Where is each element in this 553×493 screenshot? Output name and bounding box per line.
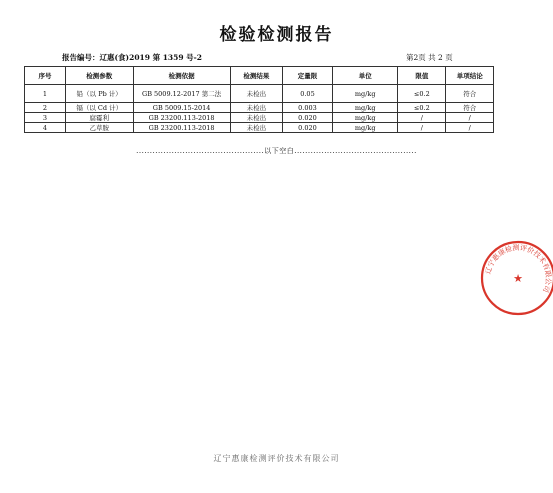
table-cell: 乙草胺	[65, 123, 133, 133]
table-cell: 未检出	[230, 123, 282, 133]
table-cell: ≤0.2	[398, 85, 446, 103]
table-header-row	[25, 67, 494, 85]
report-title: 检验检测报告	[219, 25, 334, 45]
report-number: 报告编号：辽惠(食)2019 第 1359 号-2	[62, 53, 203, 62]
header-cell: 检测参数	[65, 67, 133, 85]
results-table	[24, 66, 494, 133]
page-info: 第2页 共 2 页	[406, 53, 453, 62]
header-cell: 定量限	[282, 67, 332, 85]
table-cell: 0.003	[282, 103, 332, 113]
header-cell: 单位	[333, 67, 398, 85]
table-cell: GB 5009.15-2014	[133, 103, 230, 113]
seal-star-icon: ★	[513, 272, 523, 285]
table-cell: 未检出	[230, 103, 282, 113]
header-cell: 检测结果	[230, 67, 282, 85]
table-cell: ≤0.2	[398, 103, 446, 113]
table-cell: 0.020	[282, 113, 332, 123]
table-cell: /	[398, 113, 446, 123]
table-cell: mg/kg	[333, 103, 398, 113]
table-cell: 2	[25, 103, 66, 113]
table-cell: 镉（以 Cd 计）	[65, 103, 133, 113]
table-cell: 1	[25, 85, 66, 103]
footer-company: 辽宁惠康检测评价技术有限公司	[213, 454, 340, 463]
table-row	[25, 123, 494, 133]
official-seal-stamp	[478, 238, 553, 318]
table-cell: mg/kg	[333, 113, 398, 123]
table-cell: 腐霉利	[65, 113, 133, 123]
table-cell: 铅（以 Pb 计）	[65, 85, 133, 103]
blank-below-marker: ...............................................以下空白.............................................	[136, 147, 417, 155]
table-cell: 3	[25, 113, 66, 123]
table-cell: mg/kg	[333, 85, 398, 103]
table-cell: GB 5009.12-2017 第二法	[133, 85, 230, 103]
table-cell: 符合	[446, 103, 494, 113]
header-cell: 单项结论	[446, 67, 494, 85]
header-cell: 序号	[25, 67, 66, 85]
table-row	[25, 85, 494, 103]
header-cell: 限值	[398, 67, 446, 85]
table-cell: mg/kg	[333, 123, 398, 133]
seal-lettering: 辽宁惠康检测评价技术有限公司	[484, 243, 553, 294]
table-cell: 未检出	[230, 85, 282, 103]
table-cell: 4	[25, 123, 66, 133]
table-cell: GB 23200.113-2018	[133, 113, 230, 123]
table-cell: 未检出	[230, 113, 282, 123]
table-cell: GB 23200.113-2018	[133, 123, 230, 133]
table-cell: /	[398, 123, 446, 133]
table-row	[25, 103, 494, 113]
table-cell: 符合	[446, 85, 494, 103]
table-cell: /	[446, 123, 494, 133]
table-cell: 0.020	[282, 123, 332, 133]
table-cell: 0.05	[282, 85, 332, 103]
header-cell: 检测依据	[133, 67, 230, 85]
table-cell: /	[446, 113, 494, 123]
table-row	[25, 113, 494, 123]
